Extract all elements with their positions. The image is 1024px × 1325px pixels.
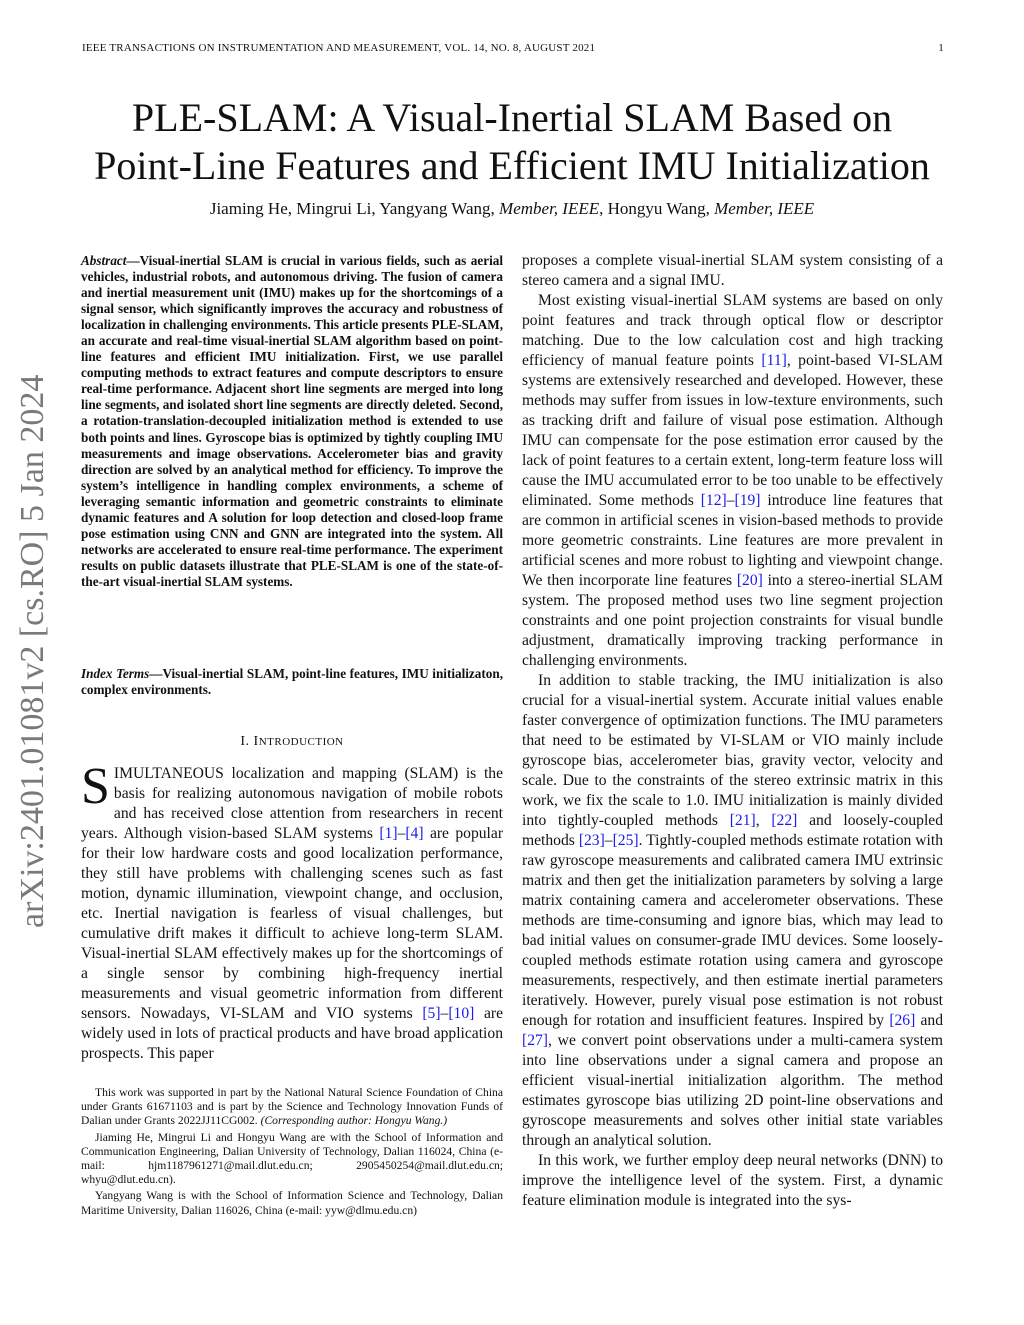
arxiv-stamp: arXiv:2401.01081v2 [cs.RO] 5 Jan 2024 <box>14 374 51 928</box>
p3-dash: – <box>604 832 613 849</box>
intro-dash-2: – <box>440 1005 449 1022</box>
citation-link[interactable]: [23] <box>578 832 605 849</box>
abstract-text: —Visual-inertial SLAM is crucial in various fields, such as aerial vehicles, industrial robots, and autonomous driving. The fusion of camera and inertial measurement unit (IMU) makes up for the shortcomings of a signal sensor, which significantly improves the accuracy and robustness of localization in challenging environments. This article presents PLE-SLAM, an accurate and real-time visual-inertial SLAM algorithm based on point-line features and efficient IMU initialization. First, we use parallel computing methods to extract features and compute descriptors to ensure real-time performance. Adjacent short line segments are merged into long line segments, and isolated short line segments are directly deleted. Second, a rotation-translation-decoupled initialization method is extended to use both points and lines. Gyroscope bias is optimized by tightly coupling IMU measurements and image observations. Accelerometer bias and gravity direction are solved by an analytical method for efficiency. To improve the system’s intelligence in handling complex environments, a scheme of leveraging semantic information and geometric constraints to eliminate dynamic features and A solution for loop detection and closed-loop frame pose estimation using CNN and GNN are integrated into the system. All networks are accelerated to ensure real-time performance. The experiment results on public datasets illustrate that PLE-SLAM is one of the state-of-the-art visual-inertial SLAM systems. <box>81 253 503 589</box>
abstract <box>81 253 503 590</box>
page-number: 1 <box>938 42 944 54</box>
abstract-label: Abstract <box>81 253 127 268</box>
index-terms <box>81 666 503 698</box>
p3-text-c: and loosely-coupled methods <box>522 812 944 849</box>
section-number: I. <box>240 734 254 749</box>
footnote-affiliation-1: Jiaming He, Mingrui Li and Hongyu Wang are with the School of Information and Communication Engineering, Dalian University of Technology, Dalian 116024, China (e-mail: hjm1187961271@mail.dlut.edu.cn; 2905450254@mail.dlut.edu.cn; whyu@dlut.edu.cn). <box>81 1130 503 1187</box>
citation-link[interactable]: [21] <box>729 812 756 829</box>
index-terms-label: Index Terms <box>81 666 150 681</box>
footnote-affiliation-2: Yangyang Wang is with the School of Information Science and Technology, Dalian Maritime University, Dalian 116026, China (e-mail: yyw@dlmu.edu.cn) <box>81 1189 503 1217</box>
p3-comma: , <box>755 812 772 829</box>
citation-link[interactable]: [20] <box>736 572 763 589</box>
section-heading <box>81 734 503 750</box>
introduction-column <box>81 758 504 1064</box>
p3-text-a: In addition to stable tracking, the IMU initialization is also crucial for a visual-inertial system. Accurate initial values enable faster convergence of optimization functions. The IMU parameters that need to be estimated by VI-SLAM or VIO mainly include gyroscope bias, accelerometer bias, gravity vector, velocity and scale. Due to the constraints of the stereo extrinsic matrix in this work, we fix the scale to 1.0. IMU initialization is mainly divided into tightly-coupled methods <box>522 672 943 829</box>
intro-text-3: are widely used in lots of practical products and have broad application prospects. This paper <box>81 1005 503 1062</box>
p2-text-b: , point-based VI-SLAM systems are extensively researched and developed. However, these methods may suffer from issues in low-texture environments, such as tracking drift and failure of visual pose estimation. Although IMU can compensate for the pose estimation error caused by the lack of point features to a certain extent, long-term feature loss will cause the IMU accumulated error to be too unable to be effectively eliminated. Some methods <box>522 352 943 509</box>
footnote-funding <box>81 1086 503 1129</box>
membership-2: Member, IEEE <box>714 199 815 218</box>
intro-text-1: IMULTANEOUS localization and mapping (SLAM) is the basis for realizing autonomous navigation of mobile robots and has received close attention from researchers in recent years. Although vision-based SLAM systems <box>81 765 503 842</box>
index-terms-text: —Visual-inertial SLAM, point-line features, IMU initializaton, complex environments. <box>81 666 503 698</box>
title-line-1: PLE-SLAM: A Visual-Inertial SLAM Based on <box>131 95 893 140</box>
p3-text-e: . Tightly-coupled methods estimate rotation with raw gyroscope measurements and calibrated camera IMU extrinsic matrix and then get the initialization parameters by solving a large matrix containing camera and accelerometer observations. These methods are time-consuming and ignore bias, which may lead to bad initial values on consumer-grade IMU devices. Some loosely-coupled methods estimate rotation using camera and gyroscope measurements, respectively, and then estimate inertial parameters iteratively. However, purely visual pose estimation is not robust enough for rotation and insufficient features. Inspired by <box>522 832 943 1029</box>
running-head <box>82 42 944 54</box>
intro-dash-1: – <box>397 825 406 842</box>
drop-cap: S <box>81 758 110 815</box>
right-column <box>522 251 943 1211</box>
right-paragraph-1: proposes a complete visual-inertial SLAM system consisting of a stereo camera and a signal IMU. <box>522 252 943 289</box>
right-paragraph-4: In this work, we further employ deep neural networks (DNN) to improve the intelligence level of the system. First, a dynamic feature elimination module is integrated into the sys- <box>522 1152 943 1209</box>
citation-link[interactable]: [19] <box>734 492 761 509</box>
author-list <box>40 199 984 219</box>
citation-link[interactable]: [10] <box>448 1005 475 1022</box>
citation-link[interactable]: [22] <box>771 812 798 829</box>
intro-paragraph <box>81 758 504 1064</box>
footnotes <box>81 1086 503 1220</box>
journal-header: IEEE TRANSACTIONS ON INSTRUMENTATION AND MEASUREMENT, VOL. 14, NO. 8, AUGUST 2021 <box>82 42 596 54</box>
p2-dash: – <box>726 492 735 509</box>
section-title-rest: NTRODUCTION <box>258 736 344 748</box>
citation-link[interactable]: [5] <box>422 1005 441 1022</box>
authors-part-2: , Hongyu Wang, <box>599 199 715 218</box>
citation-link[interactable]: [11] <box>761 352 787 369</box>
right-paragraph-3 <box>522 671 943 1151</box>
p2-text-e: into a stereo-inertial SLAM system. The proposed method uses two line segment projection constraints and one point projection constraints for visual bundle adjustment, dramatically improving tracking performance in challenging environments. <box>522 572 943 669</box>
funding-text: This work was supported in part by the National Natural Science Foundation of China under Grants 61671103 and is part by the Science and Technology Innovation Funds of Dalian under Grants 2022JJ11CG002. <box>81 1086 503 1128</box>
intro-text-2: are popular for their low hardware costs and good localization performance, they still have problems with challenging scenes such as fast motion, dynamic illumination, viewpoint change, and occlusion, etc. Inertial navigation is fearless of visual challenges, but cumulative drift makes it difficult to achieve long-term SLAM. Visual-inertial SLAM effectively makes up for the shortcomings of a single sensor by combining high-frequency inertial measurements and visual geometric information from different sensors. Nowadays, VI-SLAM and VIO systems <box>81 825 504 1022</box>
membership-1: Member, IEEE <box>499 199 600 218</box>
citation-link[interactable]: [26] <box>889 1012 916 1029</box>
p2-text-d: introduce line features that are common in artificial scenes in vision-based methods to provide more geometric constraints. Line features are more prevalent in artificial scenes and more robust to lighting and viewpoint change. We then incorporate line features <box>522 492 943 589</box>
p3-and: and <box>915 1012 944 1029</box>
citation-link[interactable]: [1] <box>379 825 398 842</box>
p2-text-a: Most existing visual-inertial SLAM systems are based on only point features and track through optical flow or descriptor matching. Due to the low calculation cost and high tracking efficiency of manual feature points <box>522 292 943 369</box>
citation-link[interactable]: [25] <box>612 832 639 849</box>
citation-link[interactable]: [27] <box>522 1032 548 1049</box>
corresponding-author: (Corresponding author: Hongyu Wang.) <box>260 1114 448 1128</box>
paper-title <box>40 94 984 190</box>
citation-link[interactable]: [4] <box>405 825 424 842</box>
title-line-2: Point-Line Features and Efficient IMU Initialization <box>94 143 930 188</box>
section-cap: I <box>253 734 259 749</box>
p3-text-g: , we convert point observations under a multi-camera system into line observations under a signal camera and propose an efficient visual-inertial initialization algorithm. The method estimates gyroscope bias utilizing 2D point-line observations and gyroscope measurements and solves other initial state variables through an analytical solution. <box>522 1032 943 1149</box>
authors-part-1: Jiaming He, Mingrui Li, Yangyang Wang, <box>209 199 500 218</box>
citation-link[interactable]: [12] <box>700 492 727 509</box>
right-paragraph-2 <box>522 291 943 671</box>
